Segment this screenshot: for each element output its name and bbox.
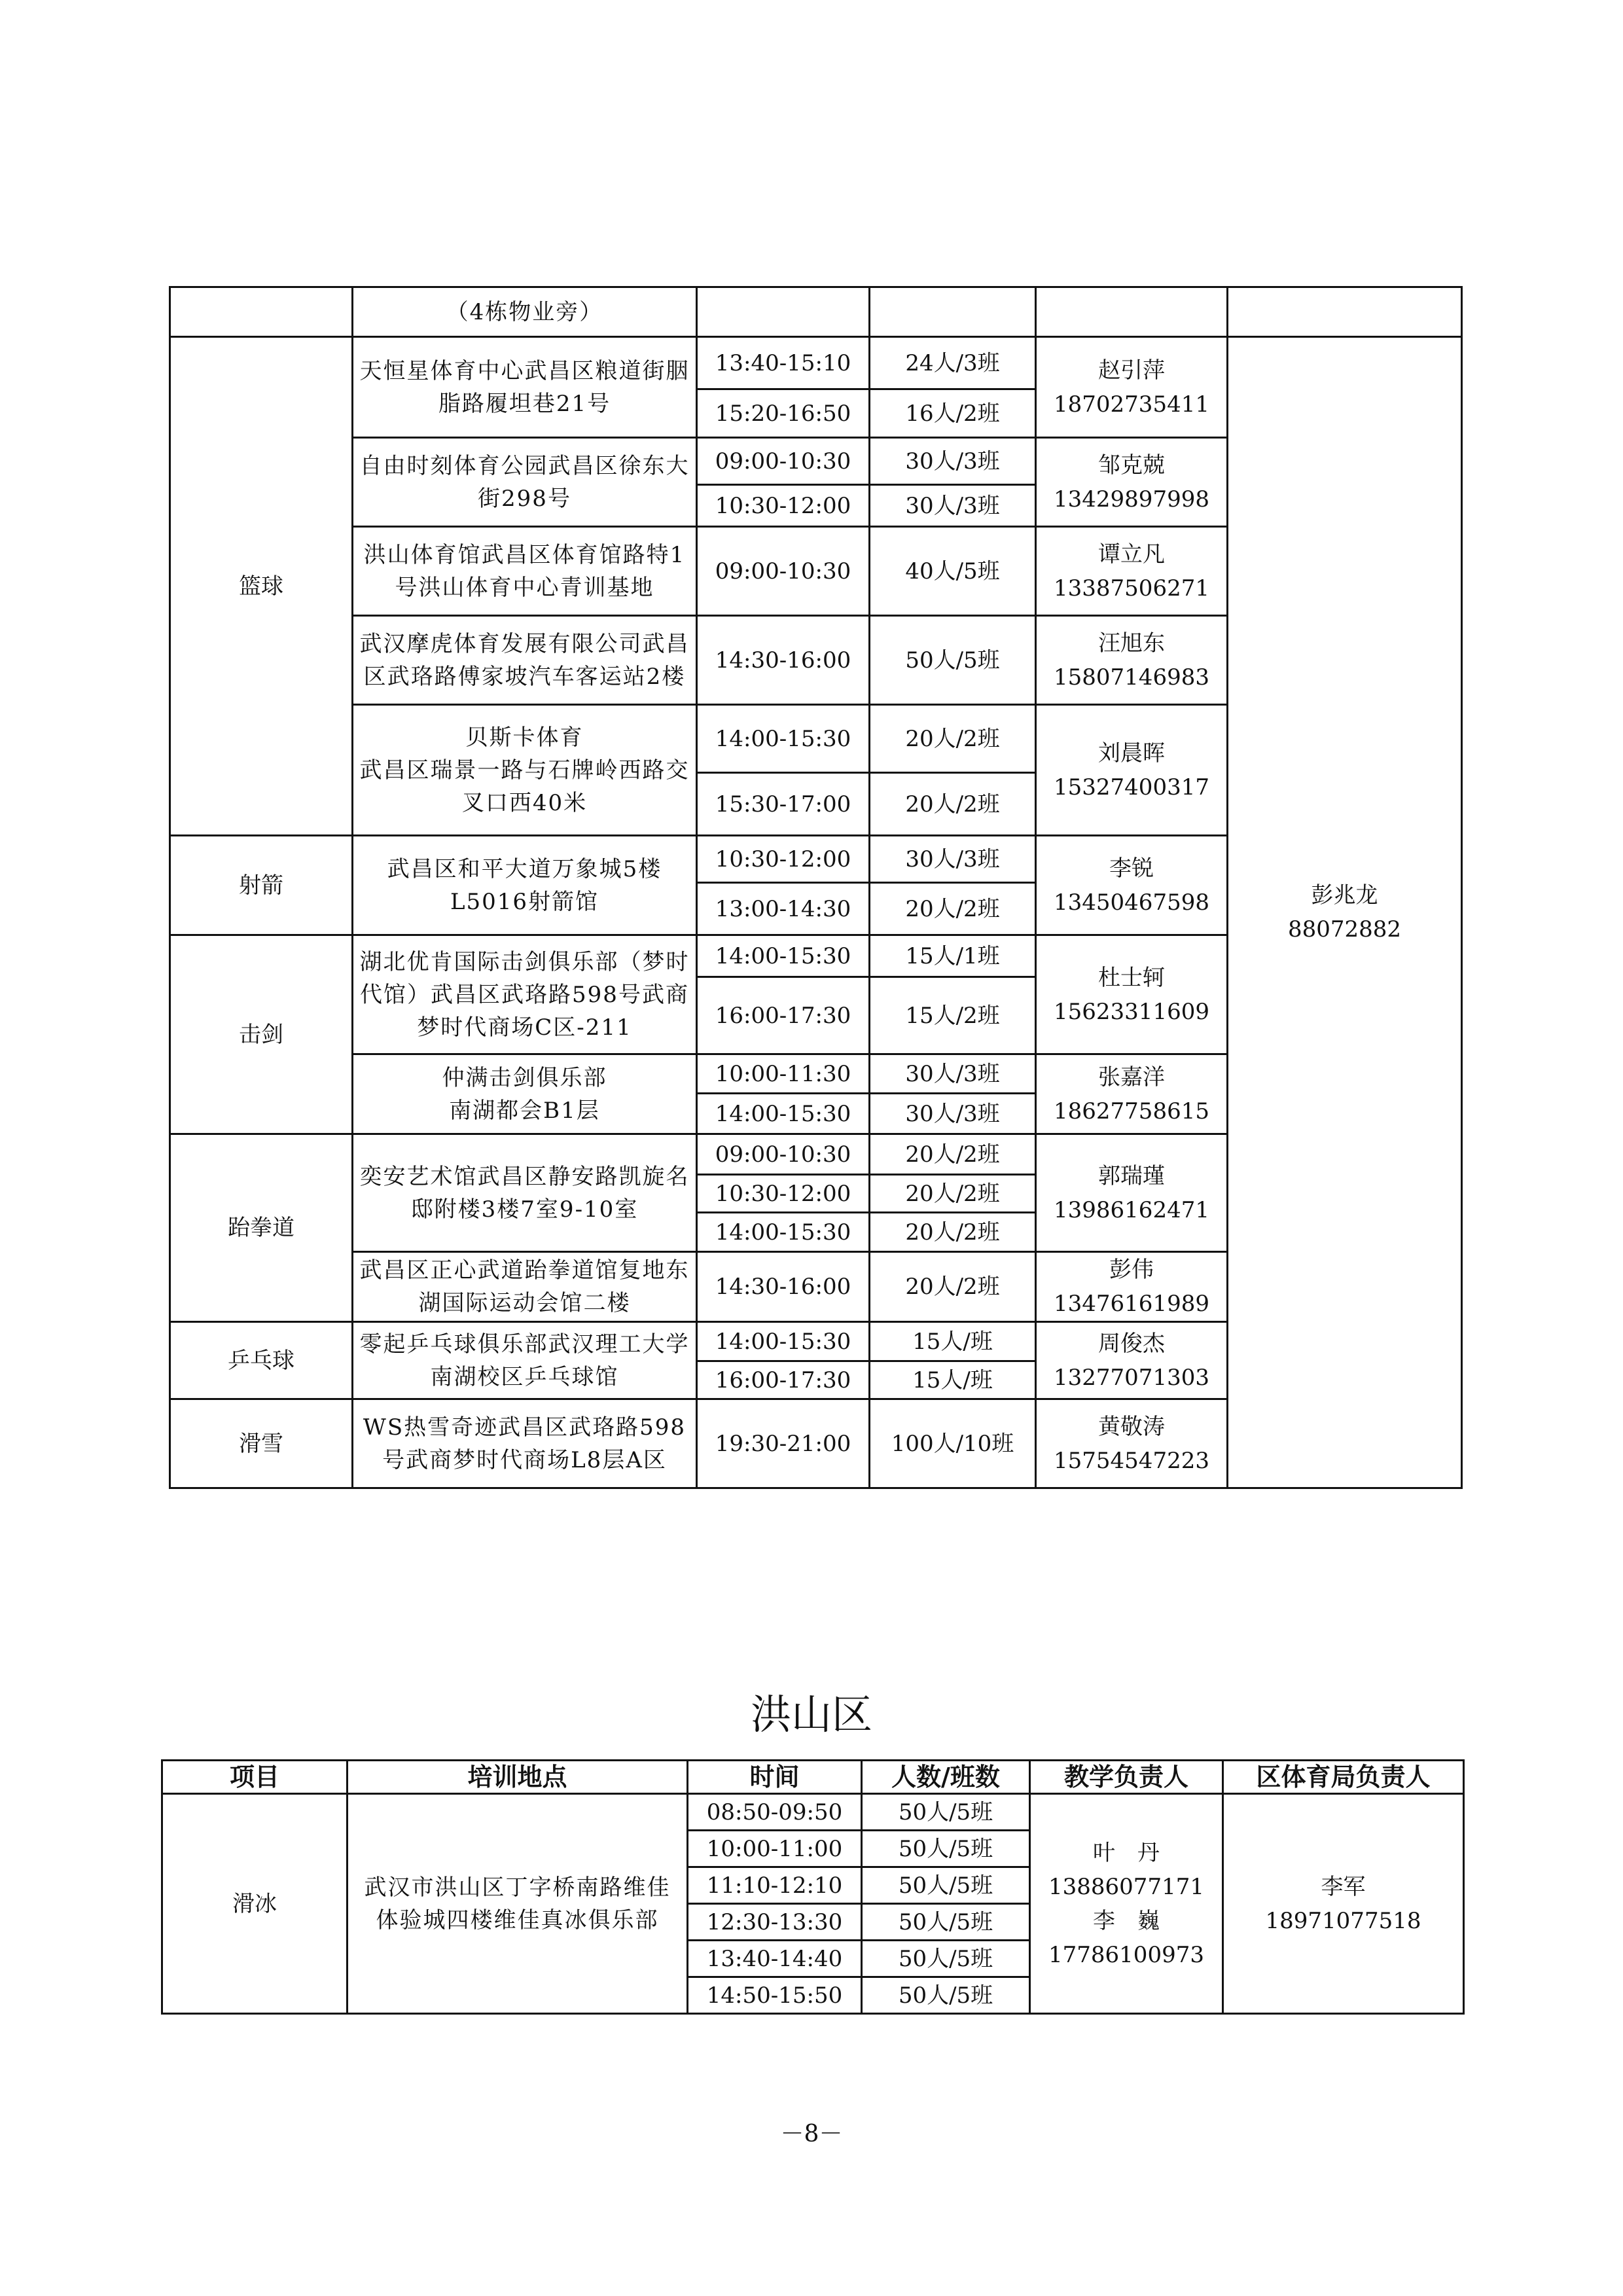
district-contact-cell bbox=[1228, 287, 1462, 337]
coach-name: 彭兆龙 bbox=[1311, 882, 1378, 908]
coach-cell bbox=[1036, 616, 1228, 705]
coach-phone: 15807146983 bbox=[1054, 664, 1209, 691]
coach-name: 李 巍 bbox=[1093, 1907, 1160, 1934]
project-cell: 滑雪 bbox=[170, 1399, 353, 1488]
coach-phone: 13450467598 bbox=[1054, 889, 1209, 916]
capacity-cell: 40人/5班 bbox=[870, 527, 1036, 616]
time-cell: 16:00-17:30 bbox=[697, 1361, 870, 1399]
coach-name: 刘晨晖 bbox=[1098, 740, 1165, 766]
time-cell: 14:50-15:50 bbox=[688, 1977, 862, 2014]
capacity-cell bbox=[870, 287, 1036, 337]
coach-name: 李锐 bbox=[1109, 855, 1154, 882]
coach-phone: 13387506271 bbox=[1054, 575, 1209, 601]
coach-name: 叶 丹 bbox=[1093, 1839, 1160, 1866]
time-cell: 10:30-12:00 bbox=[697, 1175, 870, 1213]
capacity-cell: 50人/5班 bbox=[862, 1867, 1030, 1904]
coach-name: 杜士轲 bbox=[1098, 964, 1165, 991]
capacity-cell: 20人/2班 bbox=[870, 705, 1036, 773]
coach-phone: 13886077171 bbox=[1048, 1873, 1204, 1900]
time-cell: 08:50-09:50 bbox=[688, 1794, 862, 1831]
capacity-cell: 50人/5班 bbox=[862, 1831, 1030, 1867]
project-cell: 乒乓球 bbox=[170, 1322, 353, 1399]
time-cell: 15:20-16:50 bbox=[697, 389, 870, 438]
capacity-cell: 20人/2班 bbox=[870, 1175, 1036, 1213]
time-cell bbox=[697, 287, 870, 337]
coach-phone: 15623311609 bbox=[1054, 998, 1209, 1025]
location-cell: 零起乒乓球俱乐部武汉理工大学南湖校区乒乓球馆 bbox=[353, 1322, 697, 1399]
capacity-cell: 30人/3班 bbox=[870, 485, 1036, 527]
coach-cell bbox=[1036, 438, 1228, 527]
capacity-cell: 20人/2班 bbox=[870, 1213, 1036, 1252]
time-cell: 14:00-15:30 bbox=[697, 935, 870, 977]
project-cell: 滑冰 bbox=[162, 1794, 348, 2014]
coach-cell bbox=[1036, 1322, 1228, 1399]
coach-phone: 17786100973 bbox=[1048, 1941, 1204, 1968]
project-cell: 射箭 bbox=[170, 836, 353, 935]
capacity-cell: 15人/班 bbox=[870, 1322, 1036, 1361]
coach-cell bbox=[1036, 935, 1228, 1054]
header-project: 项目 bbox=[162, 1761, 348, 1794]
coach-phone: 13277071303 bbox=[1054, 1364, 1209, 1391]
coach-phone: 18971077518 bbox=[1265, 1907, 1421, 1934]
location-cell: 武汉市洪山区丁字桥南路维佳体验城四楼维佳真冰俱乐部 bbox=[348, 1794, 688, 2014]
location-cell: 湖北优肯国际击剑俱乐部（梦时代馆）武昌区武珞路598号武商梦时代商场C区-211 bbox=[353, 935, 697, 1054]
time-cell: 13:00-14:30 bbox=[697, 883, 870, 935]
hongshan-schedule-table bbox=[161, 1759, 1465, 2015]
capacity-cell: 30人/3班 bbox=[870, 438, 1036, 485]
header-time: 时间 bbox=[688, 1761, 862, 1794]
coach-cell bbox=[1036, 705, 1228, 836]
capacity-cell: 50人/5班 bbox=[862, 1904, 1030, 1941]
coach-cell bbox=[1036, 1399, 1228, 1488]
time-cell: 15:30-17:00 bbox=[697, 773, 870, 836]
district-contact-cell bbox=[1228, 337, 1462, 1488]
time-cell: 12:30-13:30 bbox=[688, 1904, 862, 1941]
location-cell: 武汉摩虎体育发展有限公司武昌区武珞路傅家坡汽车客运站2楼 bbox=[353, 616, 697, 705]
time-cell: 13:40-15:10 bbox=[697, 337, 870, 389]
district-contact-cell bbox=[1223, 1794, 1464, 2014]
location-cell: WS热雪奇迹武昌区武珞路598号武商梦时代商场L8层A区 bbox=[353, 1399, 697, 1488]
project-cell: 篮球 bbox=[170, 337, 353, 836]
time-cell: 14:00-15:30 bbox=[697, 1322, 870, 1361]
time-cell: 10:30-12:00 bbox=[697, 485, 870, 527]
location-cell: 贝斯卡体育 武昌区瑞景一路与石牌岭西路交叉口西40米 bbox=[353, 705, 697, 836]
header-district-contact: 区体育局负责人 bbox=[1223, 1761, 1464, 1794]
location-cell: 自由时刻体育公园武昌区徐东大街298号 bbox=[353, 438, 697, 527]
capacity-cell: 24人/3班 bbox=[870, 337, 1036, 389]
coach-cell bbox=[1036, 287, 1228, 337]
project-cell bbox=[170, 287, 353, 337]
time-cell: 11:10-12:10 bbox=[688, 1867, 862, 1904]
table-row bbox=[170, 337, 1462, 389]
coach-cell bbox=[1036, 1054, 1228, 1134]
location-cell: 武昌区正心武道跆拳道馆复地东湖国际运动会馆二楼 bbox=[353, 1252, 697, 1322]
capacity-cell: 50人/5班 bbox=[862, 1794, 1030, 1831]
time-cell: 14:30-16:00 bbox=[697, 616, 870, 705]
coach-phone: 15754547223 bbox=[1054, 1447, 1209, 1474]
time-cell: 10:00-11:00 bbox=[688, 1831, 862, 1867]
coach-cell bbox=[1036, 1252, 1228, 1322]
table-row bbox=[162, 1794, 1464, 1831]
location-cell: 天恒星体育中心武昌区粮道街胭脂路履坦巷21号 bbox=[353, 337, 697, 438]
time-cell: 09:00-10:30 bbox=[697, 438, 870, 485]
coach-name: 彭伟 bbox=[1109, 1257, 1154, 1283]
location-cell: 奕安艺术馆武昌区静安路凯旋名邸附楼3楼7室9-10室 bbox=[353, 1134, 697, 1252]
capacity-cell: 20人/2班 bbox=[870, 773, 1036, 836]
coach-phone: 18702735411 bbox=[1054, 391, 1209, 418]
capacity-cell: 30人/3班 bbox=[870, 1094, 1036, 1134]
coach-cell bbox=[1030, 1794, 1223, 2014]
coach-name: 赵引萍 bbox=[1098, 357, 1165, 384]
capacity-cell: 20人/2班 bbox=[870, 883, 1036, 935]
capacity-cell: 15人/1班 bbox=[870, 935, 1036, 977]
capacity-cell: 50人/5班 bbox=[870, 616, 1036, 705]
capacity-cell: 16人/2班 bbox=[870, 389, 1036, 438]
section-title-hongshan: 洪山区 bbox=[750, 1691, 872, 1738]
coach-phone: 15327400317 bbox=[1054, 774, 1209, 800]
time-cell: 10:30-12:00 bbox=[697, 836, 870, 883]
time-cell: 14:00-15:30 bbox=[697, 1213, 870, 1252]
location-cell: 洪山体育馆武昌区体育馆路特1号洪山体育中心青训基地 bbox=[353, 527, 697, 616]
capacity-cell: 100人/10班 bbox=[870, 1399, 1036, 1488]
capacity-cell: 50人/5班 bbox=[862, 1977, 1030, 2014]
coach-phone: 18627758615 bbox=[1054, 1098, 1209, 1124]
coach-phone: 13429897998 bbox=[1054, 486, 1209, 512]
time-cell: 14:00-15:30 bbox=[697, 1094, 870, 1134]
coach-name: 李军 bbox=[1321, 1873, 1366, 1900]
coach-cell bbox=[1036, 1134, 1228, 1252]
header-capacity: 人数/班数 bbox=[862, 1761, 1030, 1794]
coach-phone: 13986162471 bbox=[1054, 1196, 1209, 1223]
coach-name: 汪旭东 bbox=[1098, 630, 1165, 656]
coach-cell bbox=[1036, 836, 1228, 935]
capacity-cell: 20人/2班 bbox=[870, 1134, 1036, 1175]
coach-name: 张嘉洋 bbox=[1098, 1064, 1165, 1090]
time-cell: 13:40-14:40 bbox=[688, 1941, 862, 1977]
coach-phone: 13476161989 bbox=[1054, 1291, 1209, 1317]
capacity-cell: 15人/2班 bbox=[870, 977, 1036, 1054]
time-cell: 14:00-15:30 bbox=[697, 705, 870, 773]
table-header-row bbox=[162, 1761, 1464, 1794]
time-cell: 09:00-10:30 bbox=[697, 527, 870, 616]
coach-name: 谭立凡 bbox=[1098, 541, 1165, 567]
coach-name: 周俊杰 bbox=[1098, 1330, 1165, 1357]
capacity-cell: 30人/3班 bbox=[870, 836, 1036, 883]
header-coach: 教学负责人 bbox=[1030, 1761, 1223, 1794]
time-cell: 14:30-16:00 bbox=[697, 1252, 870, 1322]
location-cell: 仲满击剑俱乐部 南湖都会B1层 bbox=[353, 1054, 697, 1134]
coach-cell bbox=[1036, 337, 1228, 438]
time-cell: 19:30-21:00 bbox=[697, 1399, 870, 1488]
table-row bbox=[170, 287, 1462, 337]
coach-name: 郭瑞瑾 bbox=[1098, 1162, 1165, 1189]
wuchang-schedule-table bbox=[169, 286, 1463, 1489]
coach-name: 邹克兢 bbox=[1098, 452, 1165, 478]
time-cell: 16:00-17:30 bbox=[697, 977, 870, 1054]
coach-cell bbox=[1036, 527, 1228, 616]
time-cell: 09:00-10:30 bbox=[697, 1134, 870, 1175]
header-location: 培训地点 bbox=[348, 1761, 688, 1794]
project-cell: 击剑 bbox=[170, 935, 353, 1134]
location-cell: （4栋物业旁） bbox=[353, 287, 697, 337]
page-number: －8－ bbox=[780, 2121, 843, 2147]
coach-phone: 88072882 bbox=[1287, 916, 1402, 942]
location-cell: 武昌区和平大道万象城5楼L5016射箭馆 bbox=[353, 836, 697, 935]
capacity-cell: 50人/5班 bbox=[862, 1941, 1030, 1977]
coach-name: 黄敬涛 bbox=[1098, 1413, 1165, 1440]
time-cell: 10:00-11:30 bbox=[697, 1054, 870, 1094]
capacity-cell: 30人/3班 bbox=[870, 1054, 1036, 1094]
capacity-cell: 15人/班 bbox=[870, 1361, 1036, 1399]
project-cell: 跆拳道 bbox=[170, 1134, 353, 1322]
capacity-cell: 20人/2班 bbox=[870, 1252, 1036, 1322]
